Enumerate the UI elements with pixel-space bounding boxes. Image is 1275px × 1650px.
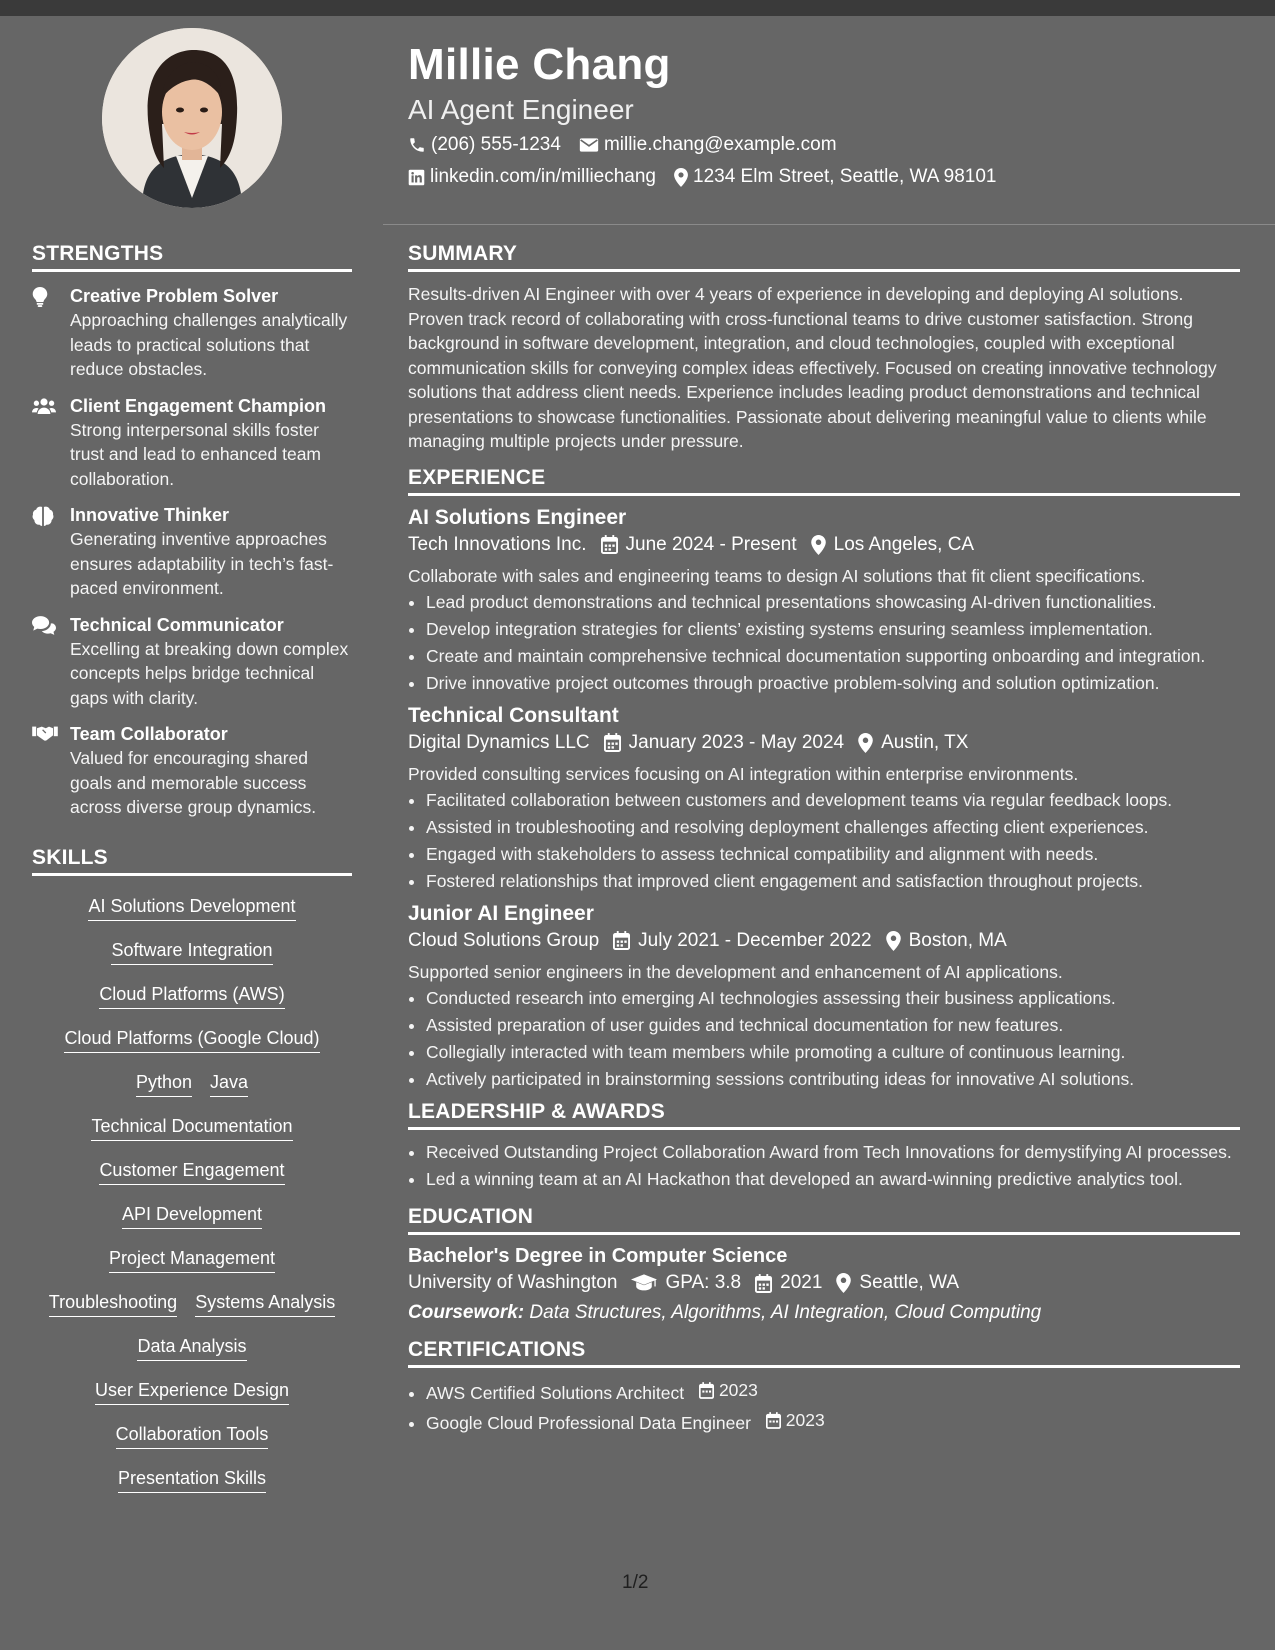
skill-tag: Troubleshooting	[49, 1290, 177, 1317]
calendar-icon	[601, 535, 618, 554]
map-marker-icon	[858, 733, 873, 753]
leadership-item: • Led a winning team at an AI Hackathon that developed an award-winning predictive analytics tool.	[426, 1167, 1240, 1192]
graduation-year: 2021	[780, 1272, 823, 1293]
company-name: Digital Dynamics LLC	[408, 731, 590, 753]
job-entry	[408, 506, 1240, 696]
users-icon	[32, 394, 56, 492]
skill-row	[32, 1246, 352, 1273]
certifications-heading: CERTIFICATIONS	[408, 1338, 1240, 1368]
leadership-item: • Received Outstanding Project Collaboration Award from Tech Innovations for demystifying AI processes.	[426, 1140, 1240, 1165]
job-description: Provided consulting services focusing on AI integration within enterprise environments.	[408, 763, 1079, 784]
calendar-icon	[604, 733, 621, 752]
strength-item	[32, 722, 352, 820]
skills-heading: SKILLS	[32, 846, 352, 876]
strength-item	[32, 284, 352, 382]
experience-heading: EXPERIENCE	[408, 466, 1240, 496]
certifications-list	[408, 1378, 1240, 1435]
brain-icon	[32, 503, 56, 601]
strength-desc: Strong interpersonal skills foster trust and lead to enhanced team collaboration.	[70, 419, 322, 489]
gpa-text: GPA: 3.8	[665, 1272, 742, 1293]
graduation-cap-icon	[631, 1274, 657, 1292]
phone-text[interactable]: (206) 555-1234	[431, 134, 561, 155]
skill-row	[32, 1378, 352, 1405]
skill-row	[32, 982, 352, 1009]
job-location: Boston, MA	[908, 929, 1007, 951]
job-meta	[408, 732, 1240, 754]
job-bullet: • Drive innovative project outcomes through proactive problem-solving and solution optimization.	[426, 671, 1240, 696]
job-dates: January 2023 - May 2024	[628, 731, 845, 753]
certification-year: 2023	[785, 1409, 825, 1430]
job-bullet: • Engaged with stakeholders to assess technical compatibility and alignment with needs.	[426, 842, 1240, 867]
skill-tag: Systems Analysis	[195, 1290, 335, 1317]
skill-tag: User Experience Design	[95, 1378, 289, 1405]
skill-tag: Software Integration	[111, 938, 272, 965]
skill-row	[32, 1158, 352, 1185]
certification-name: Google Cloud Professional Data Engineer	[426, 1412, 751, 1433]
email-link[interactable]: millie.chang@example.com	[603, 134, 837, 155]
strength-name: Team Collaborator	[70, 724, 228, 744]
calendar-icon	[755, 1274, 772, 1293]
strength-name: Technical Communicator	[70, 614, 284, 635]
skill-row	[32, 894, 352, 921]
job-bullets	[408, 590, 1240, 696]
job-bullet: • Create and maintain comprehensive technical documentation supporting onboarding and integration.	[426, 644, 1240, 669]
job-bullet: • Facilitated collaboration between customers and development teams via regular feedback loops.	[426, 788, 1240, 813]
certification-item	[426, 1408, 1240, 1435]
school-name: University of Washington	[408, 1272, 618, 1293]
job-dates: July 2021 - December 2022	[638, 929, 872, 951]
left-column	[32, 16, 352, 1510]
handshake-icon	[32, 722, 56, 820]
comments-icon	[32, 613, 56, 711]
skill-row	[32, 1290, 352, 1317]
skill-row	[32, 1114, 352, 1141]
lightbulb-icon	[32, 284, 56, 382]
job-entry	[408, 902, 1240, 1092]
skill-row	[32, 1026, 352, 1053]
skill-tag: AI Solutions Development	[88, 894, 295, 921]
skill-tag: Cloud Platforms (Google Cloud)	[64, 1026, 319, 1053]
calendar-icon	[613, 931, 630, 950]
job-bullet: • Fostered relationships that improved client engagement and satisfaction throughout projects.	[426, 869, 1240, 894]
job-location: Austin, TX	[881, 731, 969, 753]
top-bar	[0, 0, 1275, 16]
strengths-heading: STRENGTHS	[32, 242, 352, 272]
strength-item	[32, 503, 352, 601]
skill-tag: Project Management	[109, 1246, 275, 1273]
strength-desc: Approaching challenges analytically leads to practical solutions that reduce obstacles.	[70, 310, 348, 379]
job-dates: June 2024 - Present	[625, 533, 797, 555]
job-bullets	[408, 986, 1240, 1092]
calendar-icon	[699, 1382, 714, 1399]
job-bullet: • Collegially interacted with team members while promoting a culture of continuous learning.	[426, 1040, 1240, 1065]
job-bullet: • Conducted research into emerging AI technologies assessing their business applications.	[426, 986, 1240, 1011]
coursework-label: Coursework:	[408, 1302, 525, 1323]
address-text: 1234 Elm Street, Seattle, WA 98101	[693, 166, 997, 187]
job-title: Junior AI Engineer	[408, 901, 594, 925]
coursework	[408, 1302, 1240, 1324]
skill-row	[32, 1466, 352, 1493]
job-bullet: • Develop integration strategies for clients’ existing systems ensuring seamless implementation.	[426, 617, 1240, 642]
job-bullet: • Assisted preparation of user guides and technical documentation for new features.	[426, 1013, 1240, 1038]
strength-name: Client Engagement Champion	[70, 395, 327, 416]
candidate-name: Millie Chang	[408, 40, 671, 89]
certification-item	[426, 1378, 1240, 1405]
skill-row	[32, 1202, 352, 1229]
skill-tag: Presentation Skills	[118, 1466, 266, 1493]
strength-name: Innovative Thinker	[70, 505, 230, 525]
map-marker-icon	[886, 931, 901, 951]
strength-name: Creative Problem Solver	[70, 286, 279, 306]
job-bullet: • Actively participated in brainstorming sessions contributing ideas for innovative AI solutions.	[426, 1067, 1240, 1092]
skill-tag: Technical Documentation	[91, 1114, 292, 1141]
skill-tag: Collaboration Tools	[116, 1422, 269, 1449]
right-column	[408, 16, 1240, 1443]
skill-tag: API Development	[122, 1202, 262, 1229]
page-number: 1/2	[622, 1572, 649, 1593]
skill-tag: Data Analysis	[137, 1334, 246, 1361]
job-description: Collaborate with sales and engineering teams to design AI solutions that fit client specifications.	[408, 565, 1146, 586]
education-heading: EDUCATION	[408, 1205, 1240, 1235]
job-location: Los Angeles, CA	[833, 533, 975, 555]
job-bullets	[408, 788, 1240, 894]
skill-tag: Customer Engagement	[99, 1158, 284, 1185]
summary-heading: SUMMARY	[408, 242, 1240, 272]
map-marker-icon	[811, 535, 826, 555]
strength-desc: Generating inventive approaches ensures adaptability in tech’s fast-paced environment.	[70, 529, 334, 598]
strength-item	[32, 613, 352, 711]
company-name: Cloud Solutions Group	[408, 929, 600, 951]
calendar-icon	[766, 1412, 781, 1429]
strength-desc: Excelling at breaking down complex concepts helps bridge technical gaps with clarity.	[70, 638, 349, 708]
skill-row	[32, 1334, 352, 1361]
strength-item	[32, 394, 352, 492]
job-bullet: • Assisted in troubleshooting and resolving deployment challenges affecting client experiences.	[426, 815, 1240, 840]
skills-list	[32, 894, 352, 1493]
school-location: Seattle, WA	[859, 1272, 960, 1293]
map-marker-icon	[836, 1273, 851, 1293]
coursework-text: Data Structures, Algorithms, AI Integration, Cloud Computing	[529, 1302, 1042, 1323]
job-title: Technical Consultant	[408, 703, 619, 727]
company-name: Tech Innovations Inc.	[408, 533, 587, 555]
degree-title: Bachelor's Degree in Computer Science	[408, 1245, 788, 1267]
leadership-list	[408, 1140, 1240, 1192]
job-meta	[408, 534, 1240, 556]
job-description: Supported senior engineers in the development and enhancement of AI applications.	[408, 961, 1063, 982]
skill-tag: Java	[210, 1070, 248, 1097]
strength-desc: Valued for encouraging shared goals and memorable success across diverse group dynamics.	[70, 748, 317, 817]
certification-name: AWS Certified Solutions Architect	[426, 1382, 685, 1403]
summary-text: Results-driven AI Engineer with over 4 years of experience in developing and deploying AI solutions. Proven track record of collaborating with cross-functional teams to drive customer satisfaction. Strong background in software development, integration, and cloud technologies, coupled with exceptional communication skills for conveying complex ideas effectively. Focused on creating innovative technology solutions that address client needs. Experience includes leading product demonstrations and technical presentations to showcase functionalities. Passionate about delivering meaningful value to clients while managing multiple projects under pressure.	[408, 284, 1217, 451]
skill-tag: Cloud Platforms (AWS)	[99, 982, 284, 1009]
skill-row	[32, 1070, 352, 1097]
skill-tag: Python	[136, 1070, 192, 1097]
leadership-heading: LEADERSHIP & AWARDS	[408, 1100, 1240, 1130]
experience-list	[408, 506, 1240, 1092]
job-bullet: • Lead product demonstrations and technical presentations showcasing AI-driven functionalities.	[426, 590, 1240, 615]
linkedin-link[interactable]: linkedin.com/in/milliechang	[430, 166, 656, 187]
job-entry	[408, 704, 1240, 894]
job-title: AI Solutions Engineer	[408, 505, 627, 529]
candidate-title: AI Agent Engineer	[408, 94, 634, 125]
certification-year: 2023	[718, 1380, 758, 1400]
skill-row	[32, 938, 352, 965]
education-meta	[408, 1272, 1240, 1294]
skill-row	[32, 1422, 352, 1449]
job-meta	[408, 930, 1240, 952]
